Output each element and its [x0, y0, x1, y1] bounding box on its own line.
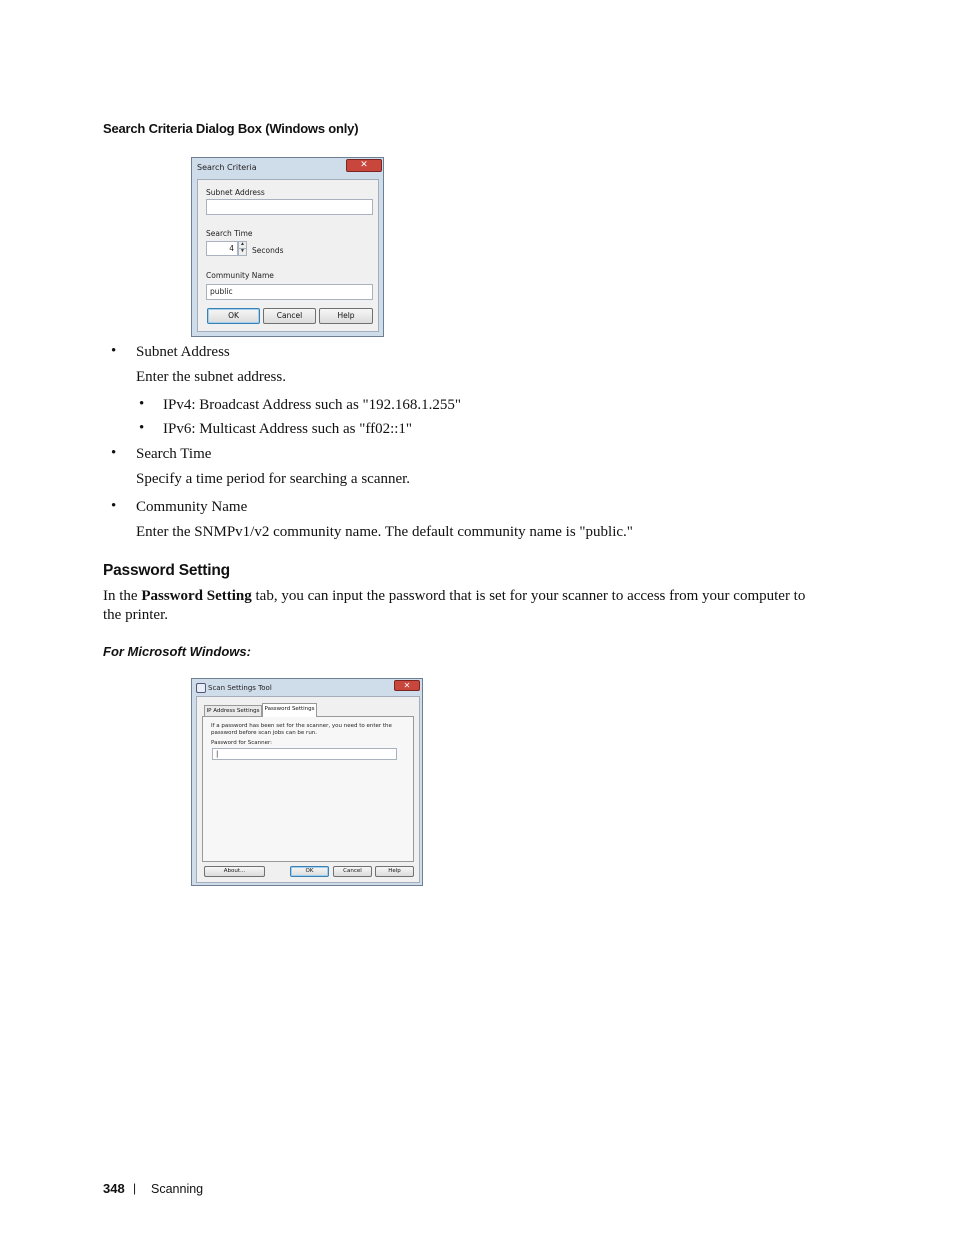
tab-panel [202, 716, 414, 862]
sub-bullet-ipv4: IPv4: Broadcast Address such as "192.168.1.255" [163, 397, 462, 413]
section-heading: Password Setting [103, 562, 230, 579]
password-paragraph [103, 587, 863, 606]
ok-button[interactable]: OK [290, 866, 329, 877]
tab-password[interactable]: Password Settings [262, 703, 317, 717]
dialog-title: Search Criteria [197, 163, 257, 172]
bullet-title-search-time: Search Time [136, 446, 212, 462]
bullet-title-community: Community Name [136, 499, 248, 515]
bullet-desc-subnet: Enter the subnet address. [136, 369, 286, 385]
password-input[interactable]: | [212, 748, 397, 760]
dialog-titlebar [192, 679, 422, 697]
password-paragraph-line2: the printer. [103, 607, 168, 623]
bullet-title-subnet: Subnet Address [136, 344, 230, 360]
app-icon [196, 683, 206, 693]
subnet-address-input[interactable] [206, 199, 373, 215]
ok-button[interactable]: OK [207, 308, 260, 324]
scan-settings-dialog [191, 678, 423, 886]
bullet-desc-search-time: Specify a time period for searching a scanner. [136, 471, 411, 487]
community-label: Community Name [206, 271, 274, 280]
help-button[interactable]: Help [319, 308, 373, 324]
bullet-marker: • [111, 343, 117, 359]
community-name-input[interactable]: public [206, 284, 373, 300]
section-subheading: Search Criteria Dialog Box (Windows only) [103, 121, 359, 136]
spin-up-icon[interactable]: ▲ [238, 241, 247, 249]
cancel-button[interactable]: Cancel [263, 308, 316, 324]
close-icon[interactable]: ✕ [394, 680, 420, 691]
footer-section: Scanning [151, 1182, 204, 1196]
seconds-label: Seconds [252, 246, 284, 255]
bullet-marker: • [111, 445, 117, 461]
tab-ip-address[interactable]: IP Address Settings [204, 705, 262, 716]
sub-bullet-marker: • [139, 420, 145, 436]
page-number: 348 [103, 1181, 125, 1196]
para-pre: In the [103, 588, 142, 604]
dialog-client [197, 179, 379, 332]
bullet-marker: • [111, 498, 117, 514]
sub-bullet-marker: • [139, 396, 145, 412]
para-post: tab, you can input the password that is set for your scanner to access from your computer to [251, 588, 806, 604]
cancel-button[interactable]: Cancel [333, 866, 372, 877]
sub-bullet-ipv6: IPv6: Multicast Address such as "ff02::1" [163, 421, 413, 437]
spin-down-icon[interactable]: ▼ [238, 248, 247, 256]
footer-separator: | [133, 1181, 137, 1195]
info-text-line2: password before scan jobs can be run. [211, 730, 318, 736]
os-subheading: For Microsoft Windows: [103, 644, 251, 659]
search-time-input[interactable]: 4 [206, 241, 238, 256]
search-criteria-dialog [191, 157, 384, 337]
help-button[interactable]: Help [375, 866, 414, 877]
search-time-label: Search Time [206, 229, 253, 238]
close-icon[interactable]: ✕ [346, 159, 382, 172]
about-button[interactable]: About... [204, 866, 265, 877]
dialog-client [196, 696, 420, 883]
dialog-titlebar [192, 158, 383, 176]
info-text-line1: If a password has been set for the scanner, you need to enter the [211, 723, 392, 729]
dialog-title: Scan Settings Tool [208, 684, 272, 692]
para-bold: Password Setting [141, 588, 252, 604]
bullet-desc-community: Enter the SNMPv1/v2 community name. The default community name is "public." [136, 524, 633, 540]
subnet-label: Subnet Address [206, 188, 265, 197]
password-label: Password for Scanner: [211, 740, 273, 746]
